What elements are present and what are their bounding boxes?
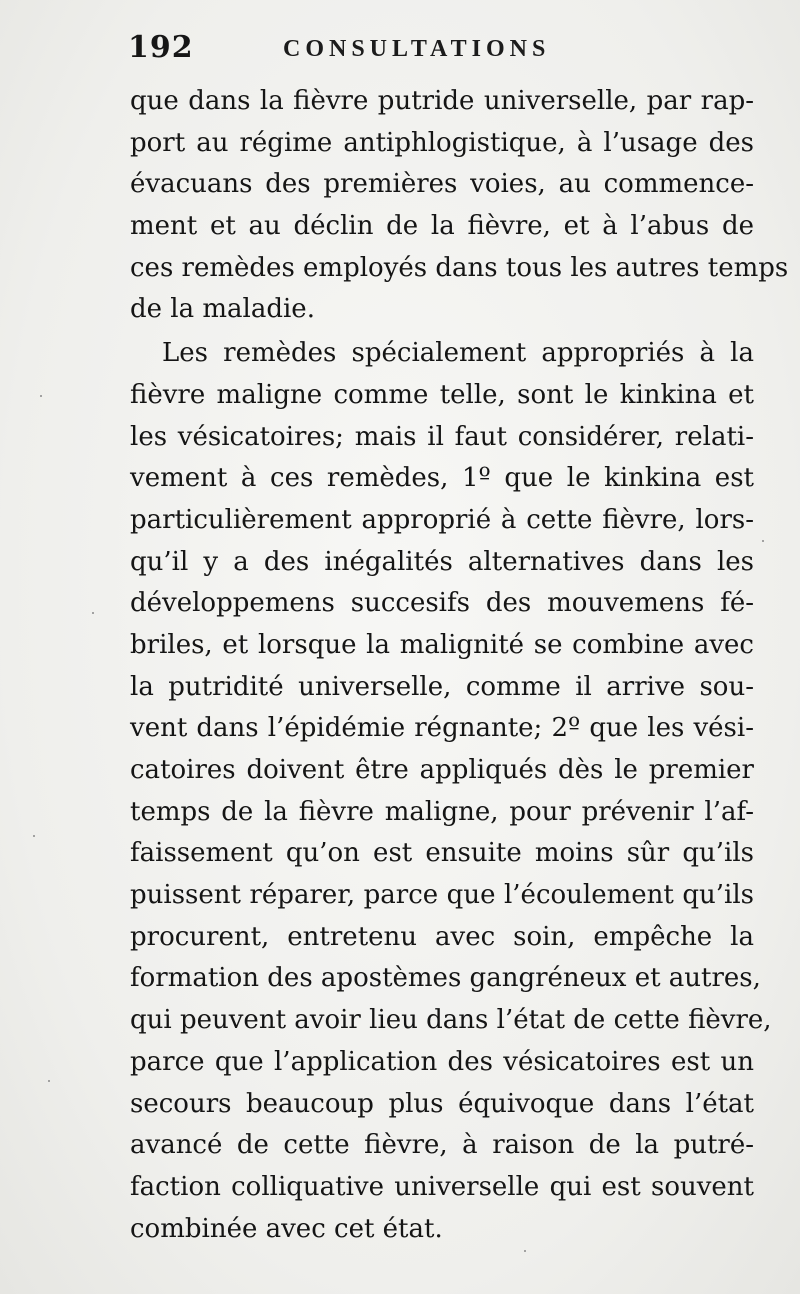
page-header — [128, 30, 748, 74]
text-line: briles, et lorsque la malignité se combine avec — [130, 629, 754, 660]
text-line: que dans la fièvre putride universelle, par rap- — [130, 86, 754, 116]
body-text — [130, 81, 789, 1250]
text-line: ment et au déclin de la fièvre, et à l’abus de — [130, 211, 754, 242]
text-line: de la maladie. — [130, 294, 315, 325]
text-line: secours beaucoup plus équivoque dans l’état — [130, 1088, 754, 1119]
paper-speck — [524, 1250, 526, 1252]
text-line: évacuans des premières voies, au commence- — [130, 169, 754, 200]
text-line: combinée avec cet état. — [130, 1213, 443, 1244]
text-line: la putridité universelle, comme il arrive sou- — [130, 671, 754, 702]
text-line: puissent réparer, parce que l’écoulement qu’ils — [130, 880, 754, 911]
text-line: les vésicatoires; mais il faut considérer, relati- — [130, 421, 754, 452]
paper-speck — [762, 540, 764, 542]
text-line: faissement qu’on est ensuite moins sûr qu’ils — [130, 838, 754, 869]
text-line: faction colliquative universelle qui est souvent — [130, 1171, 754, 1202]
text-line: formation des apostèmes gangréneux et autres, — [130, 963, 761, 994]
text-line: fièvre maligne comme telle, sont le kinkina et — [130, 379, 754, 410]
paper-speck — [33, 835, 35, 837]
text-line: port au régime antiphlogistique, à l’usage des — [130, 127, 754, 158]
text-line: catoires doivent être appliqués dès le premier — [130, 755, 754, 785]
text-line: temps de la fièvre maligne, pour prévenir l’af- — [130, 796, 754, 827]
text-line: Les remèdes spécialement appropriés à la — [162, 338, 754, 369]
paragraph-1 — [130, 81, 789, 331]
text-line: qui peuvent avoir lieu dans l’état de cette fièvre, — [130, 1005, 772, 1036]
paper-speck — [92, 612, 94, 614]
text-line: qu’il y a des inégalités alternatives dans les — [130, 546, 754, 577]
paragraph-2 — [130, 333, 772, 1250]
text-line: particulièrement approprié à cette fièvre, lors- — [130, 504, 754, 535]
text-line: avancé de cette fièvre, à raison de la putré- — [130, 1130, 754, 1161]
page-number: 192 — [128, 30, 194, 65]
text-line: vement à ces remèdes, 1º que le kinkina est — [130, 463, 754, 494]
paper-speck — [48, 1080, 50, 1082]
text-line: procurent, entretenu avec soin, empêche la — [130, 921, 754, 952]
text-line: vent dans l’épidémie régnante; 2º que les vési- — [130, 713, 754, 744]
paper-speck — [40, 395, 42, 397]
running-head: CONSULTATIONS — [283, 36, 551, 62]
text-line: ces remèdes employés dans tous les autres temps — [130, 252, 789, 283]
text-line: développemens succesifs des mouvemens fé- — [130, 588, 754, 619]
text-line: parce que l’application des vésicatoires est un — [130, 1046, 754, 1077]
